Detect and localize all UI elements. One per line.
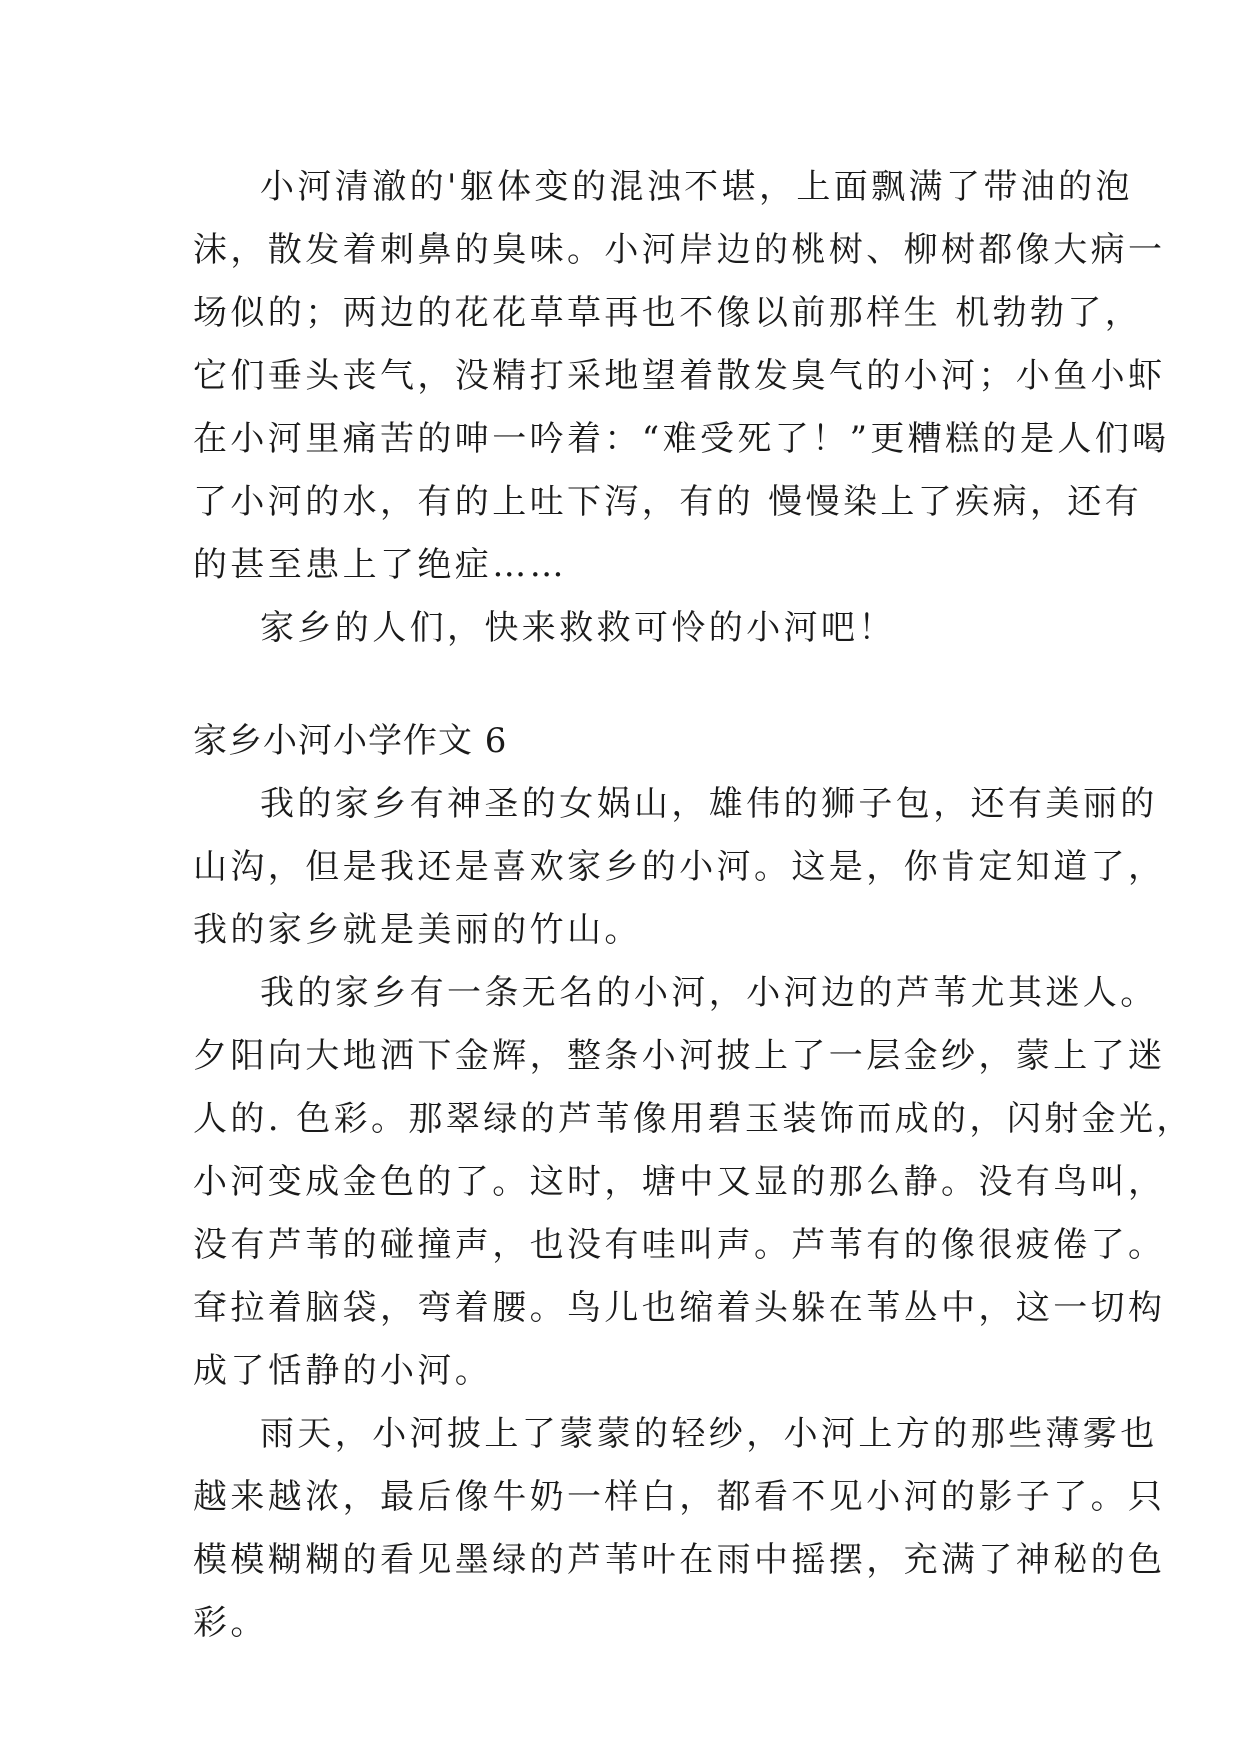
paragraph-line: 在小河里痛苦的呻一吟着：“难受死了！”更糟糕的是人们喝 [193,419,1170,459]
paragraph-line: 沫，散发着刺鼻的臭味。小河岸边的桃树、柳树都像大病一 [193,230,1166,270]
paragraph-line: 我的家乡有一条无名的小河，小河边的芦苇尤其迷人。 [260,973,1158,1013]
paragraph-line: 我的家乡就是美丽的竹山。 [193,910,642,950]
section-title: 家乡小河小学作文 6 [193,721,508,761]
paragraph-line: 夕阳向大地洒下金辉，整条小河披上了一层金纱，蒙上了迷 [193,1036,1166,1076]
paragraph-line: 山沟，但是我还是喜欢家乡的小河。这是，你肯定知道了， [193,847,1166,887]
paragraph-line: 模模糊糊的看见墨绿的芦苇叶在雨中摇摆，充满了神秘的色 [193,1540,1166,1580]
paragraph-line: 雨天，小河披上了蒙蒙的轻纱，小河上方的那些薄雾也 [260,1414,1158,1454]
paragraph-line: 彩。 [193,1603,268,1643]
paragraph-line: 的甚至患上了绝症…… [193,545,567,585]
paragraph-line: 了小河的水，有的上吐下泻，有的 慢慢染上了疾病，还有 [193,482,1143,522]
paragraph-line: 越来越浓，最后像牛奶一样白，都看不见小河的影子了。只 [193,1477,1166,1517]
paragraph-line: 场似的；两边的花花草草再也不像以前那样生 机勃勃了， [193,293,1143,333]
paragraph-line: 耷拉着脑袋，弯着腰。鸟儿也缩着头躲在苇丛中，这一切构 [193,1288,1166,1328]
paragraph-line: 家乡的人们，快来救救可怜的小河吧！ [260,608,896,648]
paragraph-line: 人的. 色彩。那翠绿的芦苇像用碧玉装饰而成的，闪射金光， [193,1099,1194,1139]
paragraph-line: 我的家乡有神圣的女娲山，雄伟的狮子包，还有美丽的 [260,784,1158,824]
paragraph-line: 成了恬静的小河。 [193,1351,493,1391]
paragraph-line: 它们垂头丧气，没精打采地望着散发臭气的小河；小鱼小虾 [193,356,1166,396]
paragraph-line: 没有芦苇的碰撞声，也没有哇叫声。芦苇有的像很疲倦了。 [193,1225,1166,1265]
paragraph-line: 小河变成金色的了。这时，塘中又显的那么静。没有鸟叫， [193,1162,1166,1202]
paragraph-line: 小河清澈的'躯体变的混浊不堪，上面飘满了带油的泡 [260,167,1133,207]
